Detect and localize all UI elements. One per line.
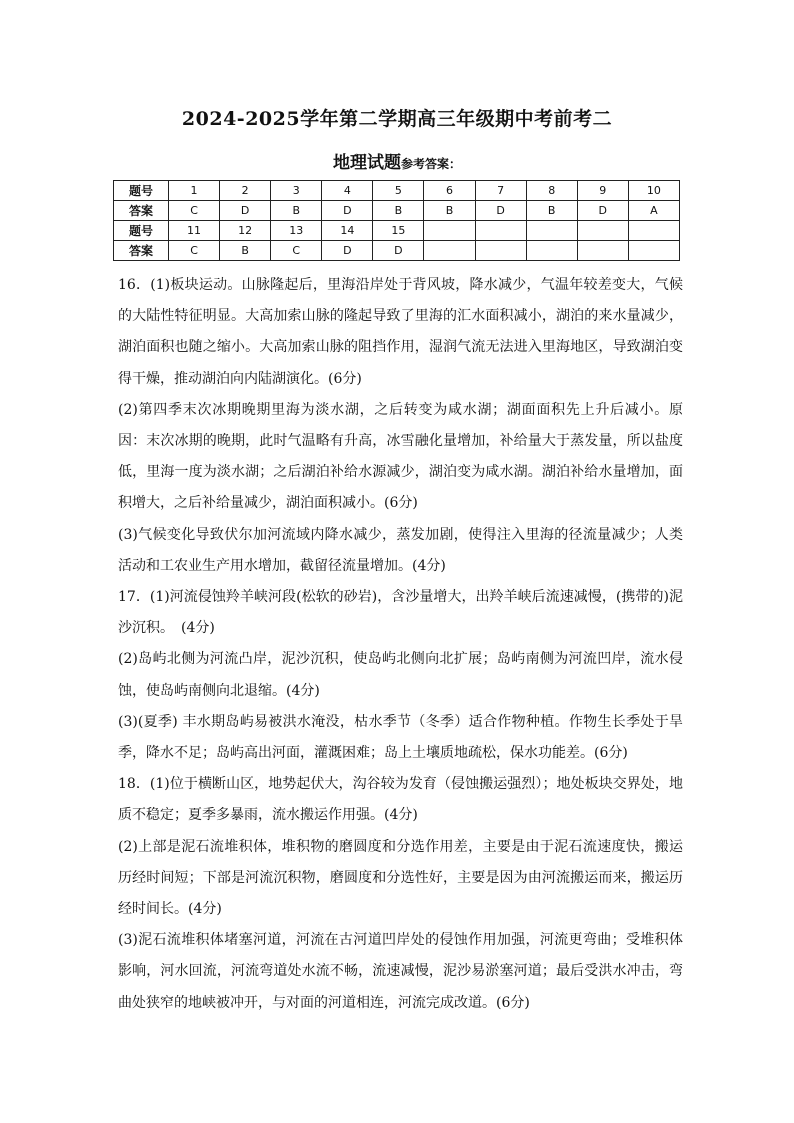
table-cell: 13 bbox=[271, 221, 322, 241]
table-row bbox=[114, 221, 680, 241]
answer-paragraph: 17．(1)河流侵蚀羚羊峡河段(松软的砂岩)，含沙量增大，出羚羊峡后流速减慢，(携带的)泥沙沉积。 (4分) bbox=[118, 589, 683, 637]
answer-paragraph: (2)第四季末次冰期晚期里海为淡水湖，之后转变为咸水湖；湖面面积先上升后减小。原因：末次冰期的晚期，此时气温略有升高，冰雪融化量增加，补给量大于蒸发量，所以盐度低，里海一度为淡水湖；之后湖泊补给水源减少，湖泊变为咸水湖。湖泊补给水量增加，面积增大，之后补给量减少，湖泊面积减小。(6分) bbox=[118, 401, 683, 512]
table-row bbox=[114, 201, 680, 221]
table-cell: D bbox=[475, 201, 526, 221]
table-cell: 14 bbox=[322, 221, 373, 241]
exam-subtitle bbox=[0, 148, 794, 173]
table-cell: A bbox=[628, 201, 679, 221]
answer-explanations bbox=[118, 270, 683, 1019]
table-cell bbox=[424, 221, 475, 241]
table-cell: 15 bbox=[373, 221, 424, 241]
table-cell: B bbox=[424, 201, 475, 221]
table-row bbox=[114, 181, 680, 201]
table-cell bbox=[577, 241, 628, 261]
exam-title: 2024-2025学年第二学期高三年级期中考前考二 bbox=[181, 108, 613, 130]
table-cell: 2 bbox=[220, 181, 271, 201]
table-cell: 11 bbox=[169, 221, 220, 241]
answer-paragraph: (3)气候变化导致伏尔加河流域内降水减少，蒸发加剧，使得注入里海的径流量减少；人类活动和工农业生产用水增加，截留径流量增加。(4分) bbox=[118, 526, 683, 574]
answer-paragraph: (3)(夏季) 丰水期岛屿易被洪水淹没，枯水季节（冬季）适合作物种植。作物生长季处于旱季，降水不足；岛屿高出河面，灌溉困难；岛上土壤质地疏松，保水功能差。(6分) bbox=[118, 713, 683, 762]
table-cell: 1 bbox=[169, 181, 220, 201]
table-cell: 8 bbox=[526, 181, 577, 201]
table-cell bbox=[628, 221, 679, 241]
table-cell: D bbox=[322, 241, 373, 261]
answer-paragraph: (2)岛屿北侧为河流凸岸，泥沙沉积，使岛屿北侧向北扩展；岛屿南侧为河流凹岸，流水侵蚀，使岛屿南侧向北退缩。(4分) bbox=[118, 651, 683, 699]
subject-name: 地理试题 bbox=[332, 153, 401, 173]
table-cell: 3 bbox=[271, 181, 322, 201]
table-cell bbox=[475, 221, 526, 241]
table-cell bbox=[577, 221, 628, 241]
table-cell: C bbox=[169, 201, 220, 221]
table-cell: D bbox=[577, 201, 628, 221]
table-cell: 9 bbox=[577, 181, 628, 201]
table-row bbox=[114, 241, 680, 261]
row-label: 题号 bbox=[114, 181, 169, 201]
table-cell bbox=[526, 221, 577, 241]
answer-paragraph: (2)上部是泥石流堆积体，堆积物的磨圆度和分选作用差，主要是由于泥石流速度快，搬运历经时间短；下部是河流沉积物，磨圆度和分选性好，主要是因为由河流搬运而来，搬运历经时间长。(4分) bbox=[118, 838, 683, 918]
table-cell: 10 bbox=[628, 181, 679, 201]
table-cell: B bbox=[220, 241, 271, 261]
table-cell bbox=[628, 241, 679, 261]
answer-table bbox=[113, 180, 680, 261]
row-label: 答案 bbox=[114, 241, 169, 261]
table-cell: C bbox=[271, 241, 322, 261]
table-cell: B bbox=[526, 201, 577, 221]
table-cell: 4 bbox=[322, 181, 373, 201]
table-cell: C bbox=[169, 241, 220, 261]
table-cell: B bbox=[373, 201, 424, 221]
table-cell: D bbox=[373, 241, 424, 261]
table-cell bbox=[424, 241, 475, 261]
answer-paragraph: (3)泥石流堆积体堵塞河道，河流在古河道凹岸处的侵蚀作用加强，河流更弯曲；受堆积体影响，河水回流，河流弯道处水流不畅，流速减慢，泥沙易淤塞河道；最后受洪水冲击，弯曲处狭窄的地峡被冲开，与对面的河道相连，河流完成改道。(6分) bbox=[118, 932, 683, 1011]
table-cell: D bbox=[322, 201, 373, 221]
table-cell: D bbox=[220, 201, 271, 221]
row-label: 答案 bbox=[114, 201, 169, 221]
table-cell: B bbox=[271, 201, 322, 221]
answer-key-label: 参考答案： bbox=[400, 157, 461, 171]
row-label: 题号 bbox=[114, 221, 169, 241]
table-cell: 12 bbox=[220, 221, 271, 241]
table-cell: 7 bbox=[475, 181, 526, 201]
table-cell bbox=[475, 241, 526, 261]
table-cell bbox=[526, 241, 577, 261]
table-cell: 5 bbox=[373, 181, 424, 201]
table-cell: 6 bbox=[424, 181, 475, 201]
answer-paragraph: 18．(1)位于横断山区，地势起伏大，沟谷较为发育（侵蚀搬运强烈）；地处板块交界处，地质不稳定；夏季多暴雨，流水搬运作用强。(4分) bbox=[118, 776, 683, 824]
answer-paragraph: 16．(1)板块运动。山脉隆起后，里海沿岸处于背风坡，降水减少，气温年较差变大，气候的大陆性特征明显。大高加索山脉的隆起导致了里海的汇水面积减小，湖泊的来水量减少，湖泊面积也随之缩小。大高加索山脉的阻挡作用，湿润气流无法进入里海地区，导致湖泊变得干燥，推动湖泊向内陆湖演化。(6分) bbox=[118, 277, 683, 387]
